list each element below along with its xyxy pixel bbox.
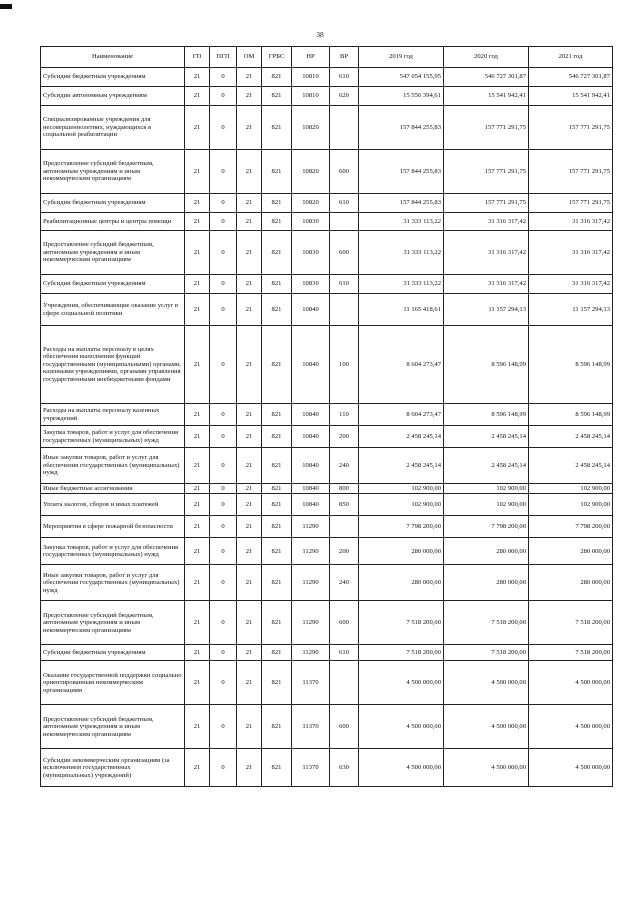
cell-np: 10810 [292, 87, 330, 106]
cell-y2019: 280 000,00 [359, 538, 444, 565]
cell-y2019: 547 054 155,95 [359, 68, 444, 87]
cell-grbs: 821 [262, 705, 292, 749]
cell-y2019: 280 000,00 [359, 565, 444, 601]
cell-name: Уплата налогов, сборов и иных платежей [41, 494, 185, 516]
cell-gp: 21 [185, 484, 210, 494]
cell-np: 11290 [292, 645, 330, 661]
cell-gp: 21 [185, 106, 210, 150]
cell-y2019: 157 844 255,83 [359, 106, 444, 150]
table-row [41, 275, 613, 294]
cell-om: 21 [237, 426, 262, 448]
cell-vr: 610 [330, 194, 359, 213]
cell-name: Иные закупки товаров, работ и услуг для обеспечения государственных (муниципальных) нужд [41, 448, 185, 484]
header-gp: ГП [185, 47, 210, 68]
header-name: Наименование [41, 47, 185, 68]
cell-np: 11290 [292, 538, 330, 565]
cell-name: Субсидии бюджетным учреждениям [41, 645, 185, 661]
cell-name: Субсидии некоммерческим организациям (за исключением государственных (муниципальных) учреждений) [41, 749, 185, 787]
table-row [41, 106, 613, 150]
cell-vr: 630 [330, 749, 359, 787]
cell-pgp: 0 [210, 275, 237, 294]
cell-gp: 21 [185, 231, 210, 275]
cell-pgp: 0 [210, 326, 237, 404]
table-row [41, 213, 613, 231]
header-grbs: ГРБС [262, 47, 292, 68]
cell-y2021: 11 157 294,13 [529, 294, 613, 326]
cell-name: Закупка товаров, работ и услуг для обеспечения государственных (муниципальных) нужд [41, 538, 185, 565]
cell-name: Оказание государственной поддержки социально ориентированным некоммерческим организациям [41, 661, 185, 705]
cell-pgp: 0 [210, 294, 237, 326]
cell-pgp: 0 [210, 484, 237, 494]
cell-gp: 21 [185, 538, 210, 565]
cell-vr [330, 106, 359, 150]
cell-np: 11370 [292, 749, 330, 787]
cell-np: 10820 [292, 194, 330, 213]
cell-y2020: 546 727 301,87 [444, 68, 529, 87]
cell-y2019: 157 844 255,83 [359, 194, 444, 213]
cell-name: Мероприятия в сфере пожарной безопасности [41, 516, 185, 538]
cell-pgp: 0 [210, 106, 237, 150]
cell-grbs: 821 [262, 494, 292, 516]
cell-y2020: 4 500 000,00 [444, 661, 529, 705]
cell-name: Расходы на выплаты персоналу в целях обеспечения выполнения функций государственными (муниципальными) органами, казенными учреждениями, органами управления государственными внебюджетными фондами [41, 326, 185, 404]
cell-pgp: 0 [210, 194, 237, 213]
cell-np: 10840 [292, 326, 330, 404]
header-np: НР [292, 47, 330, 68]
cell-om: 21 [237, 106, 262, 150]
cell-name: Иные бюджетные ассигнования [41, 484, 185, 494]
cell-y2020: 102 900,00 [444, 494, 529, 516]
cell-y2019: 4 500 000,00 [359, 705, 444, 749]
cell-np: 10840 [292, 484, 330, 494]
cell-y2020: 280 000,00 [444, 565, 529, 601]
cell-grbs: 821 [262, 150, 292, 194]
cell-om: 21 [237, 326, 262, 404]
cell-grbs: 821 [262, 68, 292, 87]
cell-y2021: 102 900,00 [529, 494, 613, 516]
cell-y2021: 4 500 000,00 [529, 749, 613, 787]
cell-name: Расходы на выплаты персоналу казенных учреждений [41, 404, 185, 426]
cell-pgp: 0 [210, 231, 237, 275]
cell-y2019: 4 500 000,00 [359, 749, 444, 787]
cell-y2019: 31 333 113,22 [359, 275, 444, 294]
cell-y2020: 8 596 148,99 [444, 326, 529, 404]
cell-y2021: 157 771 291,75 [529, 150, 613, 194]
cell-y2019: 2 458 245,14 [359, 448, 444, 484]
header-2019: 2019 год [359, 47, 444, 68]
cell-gp: 21 [185, 213, 210, 231]
cell-np: 10830 [292, 231, 330, 275]
cell-vr [330, 516, 359, 538]
cell-om: 21 [237, 749, 262, 787]
cell-y2021: 102 900,00 [529, 484, 613, 494]
budget-table [40, 46, 613, 787]
cell-om: 21 [237, 404, 262, 426]
cell-grbs: 821 [262, 645, 292, 661]
cell-y2019: 7 798 200,00 [359, 516, 444, 538]
cell-om: 21 [237, 661, 262, 705]
cell-y2019: 102 900,00 [359, 484, 444, 494]
cell-pgp: 0 [210, 538, 237, 565]
cell-y2020: 7 518 200,00 [444, 601, 529, 645]
cell-name: Субсидии автономным учреждениям [41, 87, 185, 106]
table-row [41, 68, 613, 87]
cell-np: 10840 [292, 404, 330, 426]
cell-name: Предоставление субсидий бюджетным, автономным учреждениям и иным некоммерческим организациям [41, 705, 185, 749]
cell-gp: 21 [185, 645, 210, 661]
cell-grbs: 821 [262, 87, 292, 106]
cell-y2020: 31 316 317,42 [444, 213, 529, 231]
cell-y2020: 7 518 200,00 [444, 645, 529, 661]
cell-grbs: 821 [262, 294, 292, 326]
cell-y2021: 7 798 200,00 [529, 516, 613, 538]
cell-np: 10830 [292, 275, 330, 294]
table-row [41, 150, 613, 194]
cell-grbs: 821 [262, 601, 292, 645]
cell-grbs: 821 [262, 194, 292, 213]
cell-gp: 21 [185, 749, 210, 787]
cell-y2021: 31 316 317,42 [529, 213, 613, 231]
cell-y2019: 2 458 245,14 [359, 426, 444, 448]
cell-name: Субсидии бюджетным учреждениям [41, 275, 185, 294]
cell-grbs: 821 [262, 484, 292, 494]
cell-om: 21 [237, 87, 262, 106]
cell-gp: 21 [185, 448, 210, 484]
header-2021: 2021 год [529, 47, 613, 68]
cell-gp: 21 [185, 87, 210, 106]
cell-vr: 240 [330, 448, 359, 484]
cell-pgp: 0 [210, 565, 237, 601]
cell-np: 10840 [292, 294, 330, 326]
cell-np: 11290 [292, 565, 330, 601]
cell-y2020: 4 500 000,00 [444, 705, 529, 749]
table-row [41, 404, 613, 426]
cell-om: 21 [237, 494, 262, 516]
cell-pgp: 0 [210, 150, 237, 194]
cell-name: Предоставление субсидий бюджетным, автономным учреждениям и иным некоммерческим организациям [41, 150, 185, 194]
cell-np: 10840 [292, 494, 330, 516]
cell-y2019: 11 165 418,61 [359, 294, 444, 326]
cell-y2019: 31 333 113,22 [359, 231, 444, 275]
cell-vr: 610 [330, 68, 359, 87]
cell-pgp: 0 [210, 68, 237, 87]
cell-gp: 21 [185, 661, 210, 705]
cell-om: 21 [237, 645, 262, 661]
table-row [41, 231, 613, 275]
table-row [41, 601, 613, 645]
cell-np: 11290 [292, 601, 330, 645]
cell-grbs: 821 [262, 213, 292, 231]
cell-gp: 21 [185, 150, 210, 194]
cell-y2019: 157 844 255,83 [359, 150, 444, 194]
cell-vr [330, 661, 359, 705]
cell-pgp: 0 [210, 213, 237, 231]
header-2020: 2020 год [444, 47, 529, 68]
cell-vr: 800 [330, 484, 359, 494]
cell-y2021: 31 316 317,42 [529, 231, 613, 275]
cell-om: 21 [237, 484, 262, 494]
cell-vr: 610 [330, 645, 359, 661]
cell-np: 10820 [292, 106, 330, 150]
table-row [41, 294, 613, 326]
header-pgp: ПГП [210, 47, 237, 68]
cell-y2021: 157 771 291,75 [529, 106, 613, 150]
cell-om: 21 [237, 213, 262, 231]
cell-vr: 110 [330, 404, 359, 426]
cell-y2019: 8 604 273,47 [359, 326, 444, 404]
cell-name: Специализированные учреждения для несовершеннолетних, нуждающихся в социальной реабилитации [41, 106, 185, 150]
cell-pgp: 0 [210, 749, 237, 787]
cell-gp: 21 [185, 601, 210, 645]
cell-vr: 240 [330, 565, 359, 601]
cell-y2021: 31 316 317,42 [529, 275, 613, 294]
cell-om: 21 [237, 194, 262, 213]
cell-y2020: 157 771 291,75 [444, 150, 529, 194]
cell-gp: 21 [185, 68, 210, 87]
cell-grbs: 821 [262, 231, 292, 275]
cell-grbs: 821 [262, 516, 292, 538]
page-number: 38 [316, 30, 324, 39]
cell-pgp: 0 [210, 404, 237, 426]
cell-y2021: 8 596 148,99 [529, 326, 613, 404]
cell-y2020: 8 596 148,99 [444, 404, 529, 426]
cell-grbs: 821 [262, 404, 292, 426]
cell-y2020: 280 000,00 [444, 538, 529, 565]
cell-pgp: 0 [210, 448, 237, 484]
cell-vr: 200 [330, 538, 359, 565]
cell-y2020: 7 798 200,00 [444, 516, 529, 538]
table-row [41, 494, 613, 516]
cell-gp: 21 [185, 426, 210, 448]
table-row [41, 661, 613, 705]
cell-gp: 21 [185, 194, 210, 213]
cell-pgp: 0 [210, 87, 237, 106]
cell-om: 21 [237, 601, 262, 645]
table-row [41, 645, 613, 661]
cell-y2021: 280 000,00 [529, 565, 613, 601]
cell-y2019: 7 518 200,00 [359, 601, 444, 645]
cell-om: 21 [237, 294, 262, 326]
cell-vr: 600 [330, 231, 359, 275]
cell-grbs: 821 [262, 275, 292, 294]
cell-name: Субсидии бюджетным учреждениям [41, 68, 185, 87]
header-om: ОМ [237, 47, 262, 68]
cell-name: Реабилитационные центры и центры помощи [41, 213, 185, 231]
cell-y2020: 2 458 245,14 [444, 448, 529, 484]
cell-grbs: 821 [262, 326, 292, 404]
cell-np: 10820 [292, 150, 330, 194]
cell-name: Субсидии бюджетным учреждениям [41, 194, 185, 213]
cell-y2020: 2 458 245,14 [444, 426, 529, 448]
cell-om: 21 [237, 68, 262, 87]
cell-grbs: 821 [262, 538, 292, 565]
table-row [41, 705, 613, 749]
table-row [41, 516, 613, 538]
cell-om: 21 [237, 448, 262, 484]
table-row [41, 326, 613, 404]
table-row [41, 565, 613, 601]
cell-pgp: 0 [210, 645, 237, 661]
cell-y2021: 2 458 245,14 [529, 426, 613, 448]
cell-name: Предоставление субсидий бюджетным, автономным учреждениям и иным некоммерческим организациям [41, 231, 185, 275]
cell-om: 21 [237, 150, 262, 194]
cell-pgp: 0 [210, 494, 237, 516]
table-row [41, 426, 613, 448]
cell-y2019: 8 604 273,47 [359, 404, 444, 426]
cell-pgp: 0 [210, 661, 237, 705]
cell-om: 21 [237, 516, 262, 538]
cell-grbs: 821 [262, 749, 292, 787]
cell-y2021: 7 518 200,00 [529, 601, 613, 645]
cell-y2020: 11 157 294,13 [444, 294, 529, 326]
cell-y2019: 102 900,00 [359, 494, 444, 516]
cell-pgp: 0 [210, 426, 237, 448]
cell-y2021: 280 000,00 [529, 538, 613, 565]
cell-np: 10810 [292, 68, 330, 87]
cell-vr: 200 [330, 426, 359, 448]
table-row [41, 749, 613, 787]
cell-grbs: 821 [262, 106, 292, 150]
cell-y2021: 157 771 291,75 [529, 194, 613, 213]
cell-grbs: 821 [262, 661, 292, 705]
table-row [41, 87, 613, 106]
cell-name: Учреждения, обеспечивающие оказание услуг в сфере социальной политики [41, 294, 185, 326]
cell-gp: 21 [185, 494, 210, 516]
cell-y2021: 4 500 000,00 [529, 705, 613, 749]
table-body [41, 68, 613, 787]
cell-om: 21 [237, 538, 262, 565]
cell-y2021: 7 518 200,00 [529, 645, 613, 661]
cell-grbs: 821 [262, 426, 292, 448]
cell-vr: 100 [330, 326, 359, 404]
table-header-row [41, 47, 613, 68]
table-row [41, 484, 613, 494]
cell-grbs: 821 [262, 448, 292, 484]
cell-y2019: 7 518 200,00 [359, 645, 444, 661]
cell-y2021: 4 500 000,00 [529, 661, 613, 705]
cell-y2020: 4 500 000,00 [444, 749, 529, 787]
cell-y2019: 15 556 394,61 [359, 87, 444, 106]
cell-gp: 21 [185, 516, 210, 538]
cell-y2021: 15 541 942,41 [529, 87, 613, 106]
cell-name: Предоставление субсидий бюджетным, автономным учреждениям и иным некоммерческим организациям [41, 601, 185, 645]
cell-vr: 600 [330, 150, 359, 194]
cell-y2020: 102 900,00 [444, 484, 529, 494]
cell-np: 11290 [292, 516, 330, 538]
cell-np: 10840 [292, 448, 330, 484]
cell-vr: 620 [330, 87, 359, 106]
cell-gp: 21 [185, 565, 210, 601]
cell-vr: 600 [330, 705, 359, 749]
cell-pgp: 0 [210, 516, 237, 538]
cell-np: 11370 [292, 661, 330, 705]
cell-gp: 21 [185, 326, 210, 404]
cell-y2019: 31 333 113,22 [359, 213, 444, 231]
table-row [41, 448, 613, 484]
cell-gp: 21 [185, 294, 210, 326]
cell-vr [330, 294, 359, 326]
cell-vr: 600 [330, 601, 359, 645]
cell-vr [330, 213, 359, 231]
cell-pgp: 0 [210, 601, 237, 645]
cell-y2020: 157 771 291,75 [444, 106, 529, 150]
cell-om: 21 [237, 231, 262, 275]
cell-name: Иные закупки товаров, работ и услуг для обеспечения государственных (муниципальных) нужд [41, 565, 185, 601]
cell-gp: 21 [185, 705, 210, 749]
cell-om: 21 [237, 705, 262, 749]
cell-y2019: 4 500 000,00 [359, 661, 444, 705]
table-row [41, 538, 613, 565]
scan-corner-mark [0, 4, 12, 9]
cell-np: 10840 [292, 426, 330, 448]
cell-y2020: 31 316 317,42 [444, 275, 529, 294]
cell-vr: 850 [330, 494, 359, 516]
cell-grbs: 821 [262, 565, 292, 601]
cell-y2021: 546 727 301,87 [529, 68, 613, 87]
cell-vr: 610 [330, 275, 359, 294]
cell-np: 10830 [292, 213, 330, 231]
table-row [41, 194, 613, 213]
cell-y2020: 157 771 291,75 [444, 194, 529, 213]
cell-om: 21 [237, 275, 262, 294]
cell-name: Закупка товаров, работ и услуг для обеспечения государственных (муниципальных) нужд [41, 426, 185, 448]
cell-gp: 21 [185, 275, 210, 294]
cell-gp: 21 [185, 404, 210, 426]
cell-y2021: 8 596 148,99 [529, 404, 613, 426]
cell-np: 11370 [292, 705, 330, 749]
cell-y2020: 31 316 317,42 [444, 231, 529, 275]
cell-y2021: 2 458 245,14 [529, 448, 613, 484]
cell-om: 21 [237, 565, 262, 601]
cell-y2020: 15 541 942,41 [444, 87, 529, 106]
header-vr: ВР [330, 47, 359, 68]
cell-pgp: 0 [210, 705, 237, 749]
